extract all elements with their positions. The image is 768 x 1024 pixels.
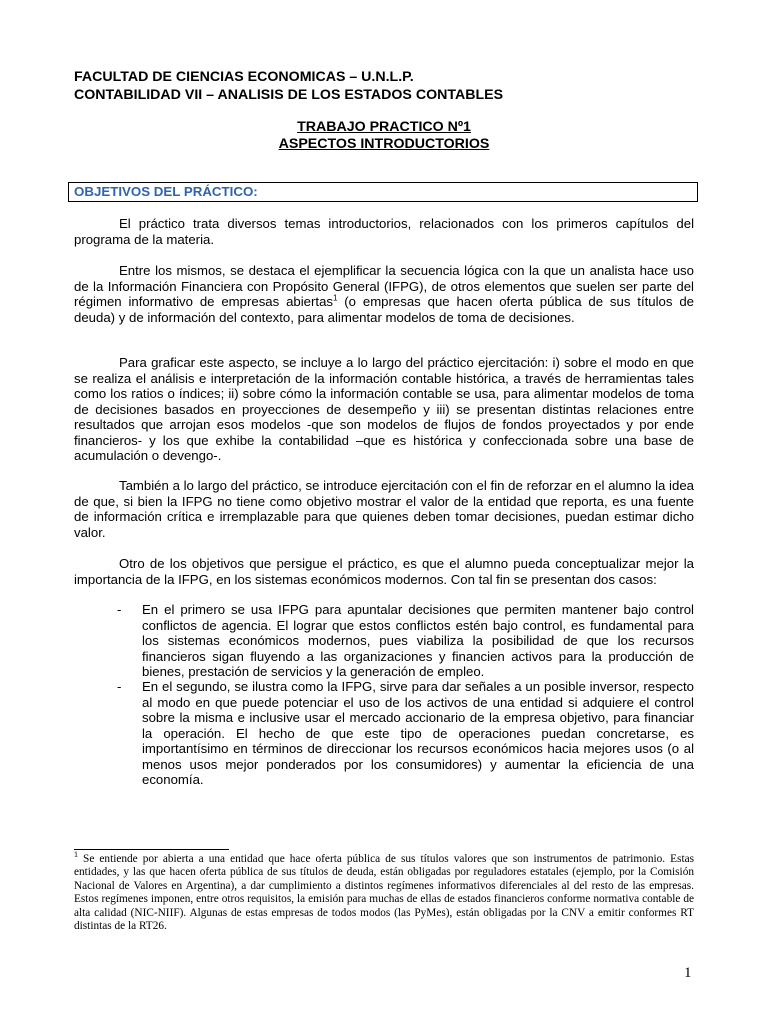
practice-title: TRABAJO PRACTICO Nº1 <box>297 119 471 135</box>
footnote <box>74 850 694 933</box>
section-heading-box <box>68 182 698 202</box>
list-bullet: - <box>117 602 122 617</box>
list-bullet: - <box>117 679 122 694</box>
page-number: 1 <box>684 965 692 981</box>
paragraph-5: Otro de los objetivos que persigue el práctico, es que el alumno pueda conceptualizar mejor la importancia de la IFPG, en los sistemas económicos modernos. Con tal fin se presentan dos casos: <box>74 556 694 587</box>
paragraph-2-text-b: (o empresas que hacen oferta pública de sus títulos de deuda) y de información del contexto, para alimentar modelos de toma de decisiones. <box>74 294 694 325</box>
faculty-heading: FACULTAD DE CIENCIAS ECONOMICAS – U.N.L.P. <box>74 69 414 85</box>
list-item-text: En el segundo, se ilustra como la IFPG, sirve para dar señales a un posible inversor, respecto al modo en que puede potenciar el uso de los activos de una entidad si adquiere el control sobre la misma e inclusive usar el mercado accionario de la empresa objetivo, para financiar la operación. El hecho de que este tipo de operaciones puedan concretarse, es importantísimo en términos de direccionar los recursos económicos hacia mejores usos (o al menos usos mejor ponderados por los consumidores) y aumentar la eficiencia de una economía. <box>142 679 694 787</box>
footnote-separator <box>74 849 229 850</box>
list-item-text: En el primero se usa IFPG para apuntalar decisiones que permiten mantener bajo control conflictos de agencia. El lograr que estos conflictos estén bajo control, es fundamental para los sistemas económicos modernos, pues viabiliza la posibilidad de que los recursos financieros sigan fluyendo a las organizaciones y financien activos para la producción de bienes, prestación de servicios y la generación de empleo. <box>142 602 694 679</box>
paragraph-2-text-a: Entre los mismos, se destaca el ejemplificar la secuencia lógica con la que un analista hace uso de la Información Financiera con Propósito General (IFPG), de otros elementos que suelen ser parte del régimen informativo de empresas abiertas <box>74 263 694 309</box>
section-heading: OBJETIVOS DEL PRÁCTICO: <box>74 184 258 199</box>
footnote-number: 1 <box>74 850 78 860</box>
footnote-reference: 1 <box>333 293 338 303</box>
paragraph-1: El práctico trata diversos temas introductorios, relacionados con los primeros capítulos del programa de la materia. <box>74 216 694 247</box>
course-heading: CONTABILIDAD VII – ANALISIS DE LOS ESTADOS CONTABLES <box>74 87 504 103</box>
practice-subtitle: ASPECTOS INTRODUCTORIOS <box>278 136 490 152</box>
footnote-text: Se entiende por abierta a una entidad que hace oferta pública de sus títulos valores que son instrumentos de patrimonio. Estas entidades, y las que hacen oferta pública de sus títulos de deuda, están obligadas por reguladores estatales (ejemplo, por la Comisión Nacional de Valores en Argentina), a dar cumplimiento a distintos regímenes informativos diferenciales al del resto de las empresas. Estos regímenes imponen, entre otros requisitos, la emisión para muchas de ellas de estados financieros conforme normativa contable de alta calidad (NIC-NIIF). Algunas de estas empresas de todos modos (las PyMes), están obligadas por la CNV a emitir conformes RT distintas de la RT26. <box>74 853 694 933</box>
paragraph-3: Para graficar este aspecto, se incluye a lo largo del práctico ejercitación: i) sobre el modo en que se realiza el análisis e interpretación de la información contable histórica, a través de herramientas tales como los ratios o índices; ii) sobre cómo la información contable se usa, para alimentar modelos de toma de decisiones basados en proyecciones de desempeño y iii) se presentan distintas relaciones entre resultados que arrojan esos modelos -que son modelos de flujos de fondos proyectados y por ende financieros- y los que exhibe la contabilidad –que es histórica y confeccionada sobre una base de acumulación o devengo-. <box>74 355 694 463</box>
paragraph-4: También a lo largo del práctico, se introduce ejercitación con el fin de reforzar en el alumno la idea de que, si bien la IFPG no tiene como objetivo mostrar el valor de la entidad que reporta, es una fuente de información crítica e irremplazable para que quienes deben tomar decisiones, puedan estimar dicho valor. <box>74 478 694 540</box>
paragraph-2 <box>74 263 694 325</box>
